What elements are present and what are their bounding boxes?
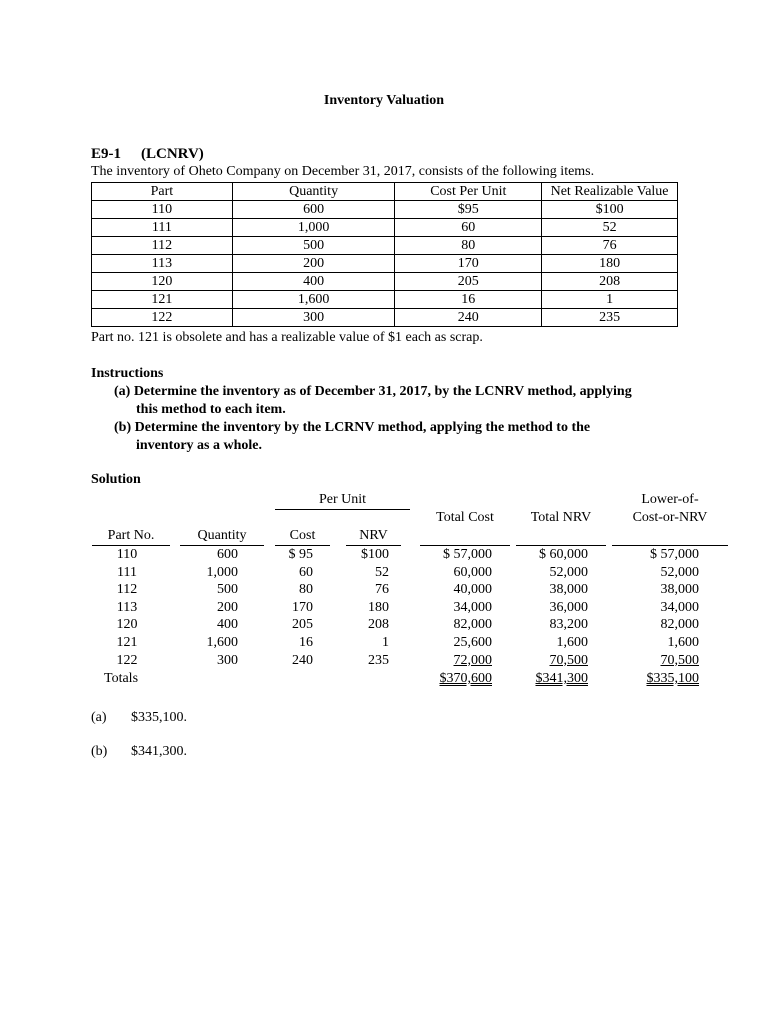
total-cost-header: Total Cost (436, 510, 494, 525)
sol-lower: 1,600 (667, 635, 699, 650)
cell-part: 122 (92, 309, 233, 327)
cell-part: 113 (92, 255, 233, 273)
sol-cost: 16 (299, 635, 313, 650)
cell-cost: 170 (395, 255, 542, 273)
sol-total-cost: $ 57,000 (443, 547, 492, 562)
sol-nrv: 1 (382, 635, 389, 650)
sol-part: 112 (116, 582, 138, 598)
sol-cost: 240 (292, 652, 313, 668)
per-unit-rule (275, 509, 410, 510)
sol-part: 120 (116, 617, 138, 633)
answer-a-value: $335,100. (131, 710, 187, 725)
sol-cost: 170 (292, 599, 313, 615)
cell-cost: 80 (395, 237, 542, 255)
sol-total-cost: 25,600 (453, 635, 492, 650)
total-nrv-value: $341,300 (535, 671, 588, 686)
sol-total-nrv: $ 60,000 (539, 547, 588, 562)
cell-nrv: 1 (542, 291, 678, 309)
sol-cost: 205 (292, 617, 313, 633)
sol-lower: 34,000 (660, 599, 699, 615)
part-no-header: Part No. (107, 528, 155, 543)
cell-nrv: 208 (542, 273, 678, 291)
sol-part: 110 (116, 547, 138, 562)
sol-cost: $ 95 (288, 547, 313, 562)
sol-nrv: $100 (361, 547, 389, 562)
sol-cost: 60 (299, 564, 313, 580)
sol-total-nrv: 38,000 (549, 582, 588, 598)
instructions-heading: Instructions (91, 366, 164, 381)
sol-nrv: 76 (375, 582, 389, 598)
sol-lower: 70,500 (660, 652, 699, 668)
per-unit-header: Per Unit (318, 492, 367, 507)
cell-quantity: 1,600 (232, 291, 395, 309)
cell-part: 120 (92, 273, 233, 291)
sol-nrv: 235 (368, 652, 389, 668)
nrv-header: NRV (359, 528, 388, 543)
totals-label: Totals (104, 671, 139, 686)
lower-of-rule (612, 545, 728, 546)
cell-nrv: 76 (542, 237, 678, 255)
header-cost-per-unit: Cost Per Unit (395, 183, 542, 201)
sol-quantity: 1,000 (206, 564, 238, 580)
cost-header: Cost (289, 528, 316, 543)
sol-quantity: 300 (217, 652, 238, 668)
answer-a-label: (a) (91, 710, 107, 725)
sol-nrv: 180 (368, 599, 389, 615)
cell-cost: 16 (395, 291, 542, 309)
sol-total-cost: 82,000 (453, 617, 492, 633)
sol-quantity: 600 (217, 547, 238, 562)
table-row (92, 309, 678, 327)
page-title: Inventory Valuation (323, 93, 445, 108)
table-row (92, 291, 678, 309)
table-row (92, 219, 678, 237)
sol-total-nrv: 83,200 (549, 617, 588, 633)
total-lower-value: $335,100 (646, 671, 699, 686)
lower-of-header-line2: Cost-or-NRV (632, 510, 708, 525)
sol-quantity: 1,600 (206, 635, 238, 650)
cell-part: 111 (92, 219, 233, 237)
header-part: Part (92, 183, 233, 201)
table-row (92, 237, 678, 255)
table-row (92, 273, 678, 291)
exercise-id: E9-1 (91, 146, 121, 162)
cell-cost: 205 (395, 273, 542, 291)
header-quantity: Quantity (232, 183, 395, 201)
sol-total-nrv: 1,600 (556, 635, 588, 650)
part-no-rule (92, 545, 170, 546)
instruction-b-cont: inventory as a whole. (136, 438, 262, 453)
cell-cost: $95 (395, 201, 542, 219)
total-nrv-rule (516, 545, 606, 546)
exercise-heading (91, 146, 204, 163)
sol-nrv: 52 (375, 564, 389, 580)
cell-cost: 240 (395, 309, 542, 327)
sol-part: 111 (117, 564, 137, 580)
instruction-a: (a) Determine the inventory as of December 31, 2017, by the LCNRV method, applying (114, 384, 632, 399)
cell-quantity: 400 (232, 273, 395, 291)
sol-quantity: 200 (217, 599, 238, 615)
inventory-table (91, 182, 678, 327)
quantity-rule (180, 545, 264, 546)
quantity-header: Quantity (197, 528, 247, 543)
sol-total-cost: 72,000 (453, 652, 492, 668)
solution-heading: Solution (91, 472, 141, 487)
table-header-row (92, 183, 678, 201)
table-row (92, 255, 678, 273)
sol-total-cost: 40,000 (453, 582, 492, 598)
sol-quantity: 500 (217, 582, 238, 598)
sol-part: 121 (116, 635, 138, 650)
cell-quantity: 300 (232, 309, 395, 327)
obsolete-note: Part no. 121 is obsolete and has a realizable value of $1 each as scrap. (91, 330, 483, 345)
answer-b-value: $341,300. (131, 744, 187, 759)
total-cost-value: $370,600 (439, 671, 492, 686)
sol-cost: 80 (299, 582, 313, 598)
sol-total-nrv: 52,000 (549, 564, 588, 580)
sol-quantity: 400 (217, 617, 238, 633)
header-nrv: Net Realizable Value (542, 183, 678, 201)
cell-quantity: 500 (232, 237, 395, 255)
sol-total-nrv: 36,000 (549, 599, 588, 615)
sol-total-cost: 60,000 (453, 564, 492, 580)
total-nrv-header: Total NRV (530, 510, 592, 525)
lower-of-header-line1: Lower-of- (641, 492, 699, 507)
table-row (92, 201, 678, 219)
total-cost-rule (420, 545, 510, 546)
sol-part: 113 (116, 599, 138, 615)
instruction-b: (b) Determine the inventory by the LCRNV method, applying the method to the (114, 420, 591, 435)
sol-part: 122 (116, 652, 138, 668)
answer-b-label: (b) (91, 744, 108, 759)
cell-part: 112 (92, 237, 233, 255)
sol-lower: 82,000 (660, 617, 699, 633)
cell-quantity: 1,000 (232, 219, 395, 237)
nrv-rule (346, 545, 401, 546)
cell-nrv: 235 (542, 309, 678, 327)
sol-lower: $ 57,000 (650, 547, 699, 562)
exercise-intro: The inventory of Oheto Company on December 31, 2017, consists of the following items. (91, 164, 595, 179)
sol-lower: 38,000 (660, 582, 699, 598)
cell-nrv: 52 (542, 219, 678, 237)
cell-quantity: 200 (232, 255, 395, 273)
instruction-a-cont: this method to each item. (136, 402, 286, 417)
cell-nrv: $100 (542, 201, 678, 219)
exercise-topic: (LCNRV) (141, 146, 204, 162)
cell-part: 121 (92, 291, 233, 309)
cell-quantity: 600 (232, 201, 395, 219)
sol-total-nrv: 70,500 (549, 652, 588, 668)
cell-nrv: 180 (542, 255, 678, 273)
sol-nrv: 208 (368, 617, 389, 633)
cost-rule (275, 545, 330, 546)
cell-cost: 60 (395, 219, 542, 237)
sol-total-cost: 34,000 (453, 599, 492, 615)
cell-part: 110 (92, 201, 233, 219)
sol-lower: 52,000 (660, 564, 699, 580)
